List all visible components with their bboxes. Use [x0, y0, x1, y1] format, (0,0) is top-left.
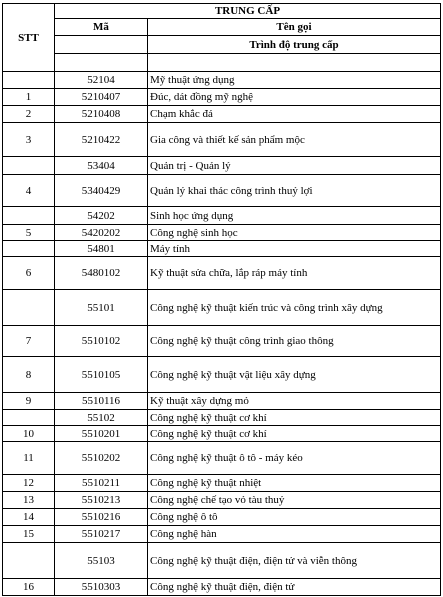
name-cell: Công nghệ kỹ thuật điện, điện tử: [148, 579, 441, 596]
code-cell: 5480102: [55, 257, 148, 290]
name-cell: Kỹ thuật xây dựng mỏ: [148, 393, 441, 410]
name-cell: Công nghệ kỹ thuật công trình giao thông: [148, 326, 441, 357]
name-cell: Máy tính: [148, 241, 441, 257]
stt-cell: 6: [3, 257, 55, 290]
table-row: [3, 326, 441, 357]
name-cell: Công nghệ kỹ thuật điện, điện tử và viễn thông: [148, 543, 441, 579]
table-row: [3, 426, 441, 442]
stt-cell: 14: [3, 509, 55, 526]
stt-cell: 2: [3, 106, 55, 123]
table-row: [3, 123, 441, 157]
code-cell: 5340429: [55, 175, 148, 207]
curriculum-table: [2, 3, 441, 596]
stt-cell: 12: [3, 475, 55, 492]
name-cell: Công nghệ hàn: [148, 526, 441, 543]
stt-cell: 7: [3, 326, 55, 357]
table-row: [3, 442, 441, 475]
code-cell: 5510216: [55, 509, 148, 526]
table-row: [3, 175, 441, 207]
code-cell: 52104: [55, 72, 148, 89]
table-row: [3, 257, 441, 290]
code-cell: 5210407: [55, 89, 148, 106]
table-header: [3, 4, 441, 72]
code-cell: 5510201: [55, 426, 148, 442]
name-cell: Sinh học ứng dụng: [148, 207, 441, 225]
stt-cell: 15: [3, 526, 55, 543]
stt-cell: [3, 241, 55, 257]
table-row: [3, 492, 441, 509]
name-cell: Công nghệ sinh học: [148, 225, 441, 241]
code-cell: 5420202: [55, 225, 148, 241]
level-header: Trình độ trung cấp: [148, 36, 441, 54]
table-row: [3, 543, 441, 579]
code-cell: 5510105: [55, 357, 148, 393]
stt-cell: 3: [3, 123, 55, 157]
code-cell: 5510213: [55, 492, 148, 509]
table-row: [3, 290, 441, 326]
name-header: Tên gọi: [148, 19, 441, 36]
table-row: [3, 207, 441, 225]
name-cell: Công nghệ kỹ thuật kiến trúc và công trình xây dựng: [148, 290, 441, 326]
stt-cell: 10: [3, 426, 55, 442]
code-cell: 5510217: [55, 526, 148, 543]
name-cell: Công nghệ kỹ thuật vật liệu xây dựng: [148, 357, 441, 393]
name-cell: Đúc, dát đồng mỹ nghệ: [148, 89, 441, 106]
code-cell: 53404: [55, 157, 148, 175]
table-row: [3, 157, 441, 175]
code-cell: 5510102: [55, 326, 148, 357]
name-cell: Công nghệ kỹ thuật nhiệt: [148, 475, 441, 492]
code-cell: 5210408: [55, 106, 148, 123]
name-cell: Quản lý khai thác công trình thuỷ lợi: [148, 175, 441, 207]
stt-cell: 5: [3, 225, 55, 241]
spacer-cell: [148, 54, 441, 72]
stt-cell: [3, 290, 55, 326]
table-row: [3, 393, 441, 410]
stt-cell: [3, 543, 55, 579]
stt-cell: [3, 72, 55, 89]
table-row: [3, 475, 441, 492]
name-cell: Công nghệ chế tạo vỏ tàu thuỷ: [148, 492, 441, 509]
name-cell: Công nghệ kỹ thuật cơ khí: [148, 426, 441, 442]
code-cell: 5510202: [55, 442, 148, 475]
code-cell: 55102: [55, 410, 148, 426]
name-cell: Công nghệ ô tô: [148, 509, 441, 526]
code-cell: 54801: [55, 241, 148, 257]
stt-cell: [3, 410, 55, 426]
code-cell: 55103: [55, 543, 148, 579]
stt-cell: 8: [3, 357, 55, 393]
table-row: [3, 106, 441, 123]
code-header: Mã: [55, 19, 148, 36]
code-cell: 55101: [55, 290, 148, 326]
table-row: [3, 357, 441, 393]
stt-cell: 9: [3, 393, 55, 410]
stt-cell: [3, 157, 55, 175]
code-cell: 5510116: [55, 393, 148, 410]
table-row: [3, 89, 441, 106]
stt-cell: 13: [3, 492, 55, 509]
name-cell: Chạm khắc đá: [148, 106, 441, 123]
table-row: [3, 526, 441, 543]
code-cell: 5210422: [55, 123, 148, 157]
stt-header: STT: [3, 4, 55, 72]
stt-cell: 1: [3, 89, 55, 106]
name-cell: Gia công và thiết kế sản phẩm mộc: [148, 123, 441, 157]
code-cell: 5510211: [55, 475, 148, 492]
table-row: [3, 509, 441, 526]
table-row: [3, 225, 441, 241]
name-cell: Mỹ thuật ứng dụng: [148, 72, 441, 89]
table-row: [3, 72, 441, 89]
table-row: [3, 241, 441, 257]
code-cell: 54202: [55, 207, 148, 225]
name-cell: Kỹ thuật sửa chữa, lắp ráp máy tính: [148, 257, 441, 290]
code-cell: 5510303: [55, 579, 148, 596]
spacer-cell: [55, 54, 148, 72]
table-row: [3, 410, 441, 426]
name-cell: Công nghệ kỹ thuật cơ khí: [148, 410, 441, 426]
name-cell: Quản trị - Quản lý: [148, 157, 441, 175]
stt-cell: 16: [3, 579, 55, 596]
name-cell: Công nghệ kỹ thuật ô tô - máy kéo: [148, 442, 441, 475]
stt-cell: 11: [3, 442, 55, 475]
stt-cell: [3, 207, 55, 225]
group-header: TRUNG CẤP: [55, 4, 441, 19]
table-row: [3, 579, 441, 596]
stt-cell: 4: [3, 175, 55, 207]
level-empty-cell: [55, 36, 148, 54]
